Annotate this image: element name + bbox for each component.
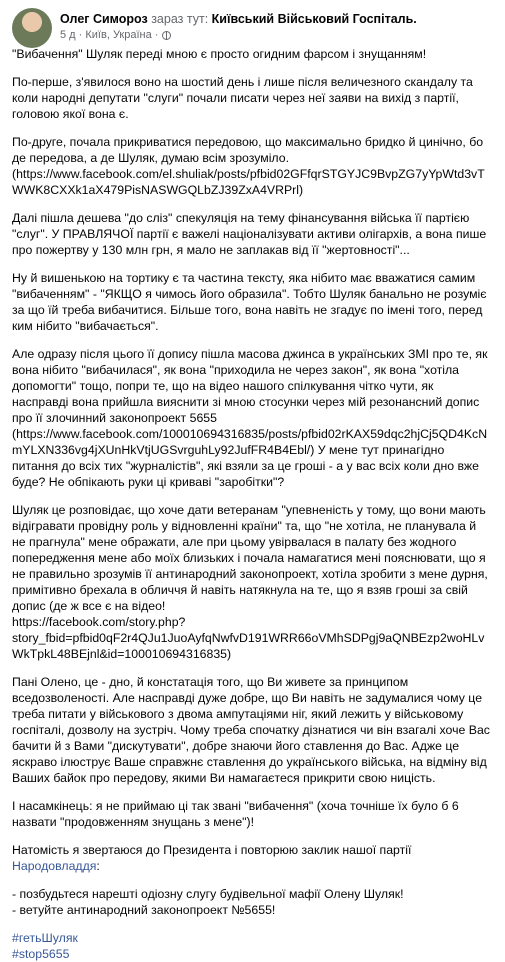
post-body [12,46,493,962]
paragraph-10 [12,842,493,874]
paragraph-8: Пані Олено, це - дно, й констатація того, що Ви живете за принципом вседозволеності. Але насправді дуже добре, що Ви навіть не задумалися чому це треба питати у військового з двома ампутаціями ніг, який лежить у військовому госпіталі, дозволу на зустріч. Чому треба спочатку дізнатися чи він взагалі хоче Вас бачити й з Вами "дискутувати", добре знаючи його ставлення до Вас. Адже це яскраво ілюструє Ваше справжнє ставлення до українського війська, на відміну від Ваших байок про передову, якими Ви намагаєтеся прикрити свою ницість. [12,675,490,785]
paragraph-11 [12,886,493,918]
paragraph-5: Ну й вишенькою на тортику є та частина тексту, яка нібито має вважатися самим "вибаченням" - "ЯКЩО я чимось його образила". Тобто Шуляк банально не розуміє за що їй треба вибачитися. Більше того, вона навіть не згадує по імені того, перед ким нібито "вибачається". [12,271,487,333]
paragraph-2: По-перше, з'явилося воно на шостий день і лише після величезного скандалу та коли народні депутати "слуги" почали писати через неї заяви на вихід з партії, головою якої вона є. [12,75,473,121]
party-link[interactable]: Народовладдя [12,859,97,873]
paragraph-3: По-друге, почала прикриватися передовою, що максимально бридко й цинічно, бо де передова, а де Шуляк, думаю всім зрозуміло. (https://www.facebook.com/el.shuliak/posts/pfbid02GFfqrSTGYJC9BvpZG7yYpWtd3vTWWK8CXXk1aX479PisNASWGQLbZJ39ZxA4VRPrl) [12,135,485,197]
paragraph-4: Далі пішла дешева "до сліз" спекуляція на тему фінансування війська її партією "слуг". У ПРАВЛЯЧОЇ партії є важелі націоналізувати активи олігархів, а вона пише про пожертву у 130 млн грн, я мало не заплакав від її "жертовності"... [12,211,487,257]
demand-1: - позбудьтеся нарешті одіозну слугу будівельної мафії Олену Шуляк! [12,887,404,901]
header-info [60,8,417,42]
hashtag-1[interactable]: #гетьШуляк [12,931,78,945]
globe-icon [162,31,171,40]
paragraph-10-end: : [96,859,100,873]
header-line [60,11,417,27]
paragraph-9: І насамкінець: я не приймаю ці так звані "вибачення" (хоча точніше їх було б 6 назвати "продовженням знущань з мене")! [12,799,459,829]
demand-2: - ветуйте антинародний законопроект №5655! [12,903,276,917]
post-location: Київ, Україна [85,29,152,41]
paragraph-7: Шуляк це розповідає, що хоче дати ветеранам "упевненість у тому, що вони мають відігравати провідну роль у відновленні країни" та, що "не хотіла, не планувала й не прагнула" мене ображати, але при цьому увірвалася в палату без жодного попередження мене або моїх близьких і почала намагатися мені пояснювати, що я не правильно зрозумів її антинародний законопроект, хотіла зробити з мене дурня, примітивно брехала в обличчя й навіть натякнула на те, що я взяв гроші за свій допис (де ж все є на відео! https://facebook.com/story.php?story_fbid=pfbid0qF2r4QJu1JuoAyfqNwfvD191WRR66oVMhSDPgj9aQNBEzp2woHLvWkTpkL48BEjnl&id=100010694316835) [12,503,488,661]
hashtags [12,930,493,962]
author-avatar[interactable] [12,8,52,48]
hashtag-2[interactable]: #stop5655 [12,947,70,961]
post-time[interactable]: 5 д [60,29,76,41]
now-label: зараз тут: [151,12,209,26]
paragraph-10-text: Натомість я звертаюся до Президента і повторюю заклик нашої партії [12,843,412,857]
post-meta: 5 д · Київ, Україна · [60,28,417,42]
paragraph-1: "Вибачення" Шуляк переді мною є просто огидним фарсом і знущанням! [12,47,427,61]
author-name[interactable]: Олег Симороз [60,12,148,26]
place-name[interactable]: Київський Військовий Госпіталь. [211,12,417,26]
paragraph-6: Але одразу після цього її допису пішла масова джинса в українських ЗМІ про те, як вона нібито "вибачилася", як вона "приходила не через закон", як вона "хотіла допомогти" тощо, попри те, що на відео нашого спілкування чітко чути, як насправді вона прийшла вияснити зі мною стосунки через мій резонансний допис про її злочинний законопроект 5655 (https://www.facebook.com/100010694316835/posts/pfbid02rKAX59dqc2hjCj5QD4KcNmYLXN336vg4jXUnHkVtjUGSvrguhLy92JufFR4B4Ebl/) У мене тут принагідно питання до всіх тих "журналістів", які взяли за це гроші - а у вас всіх коли дно вже буде? Не обпікають руки ці криваві "заробітки"? [12,347,488,489]
post-header [12,0,493,44]
